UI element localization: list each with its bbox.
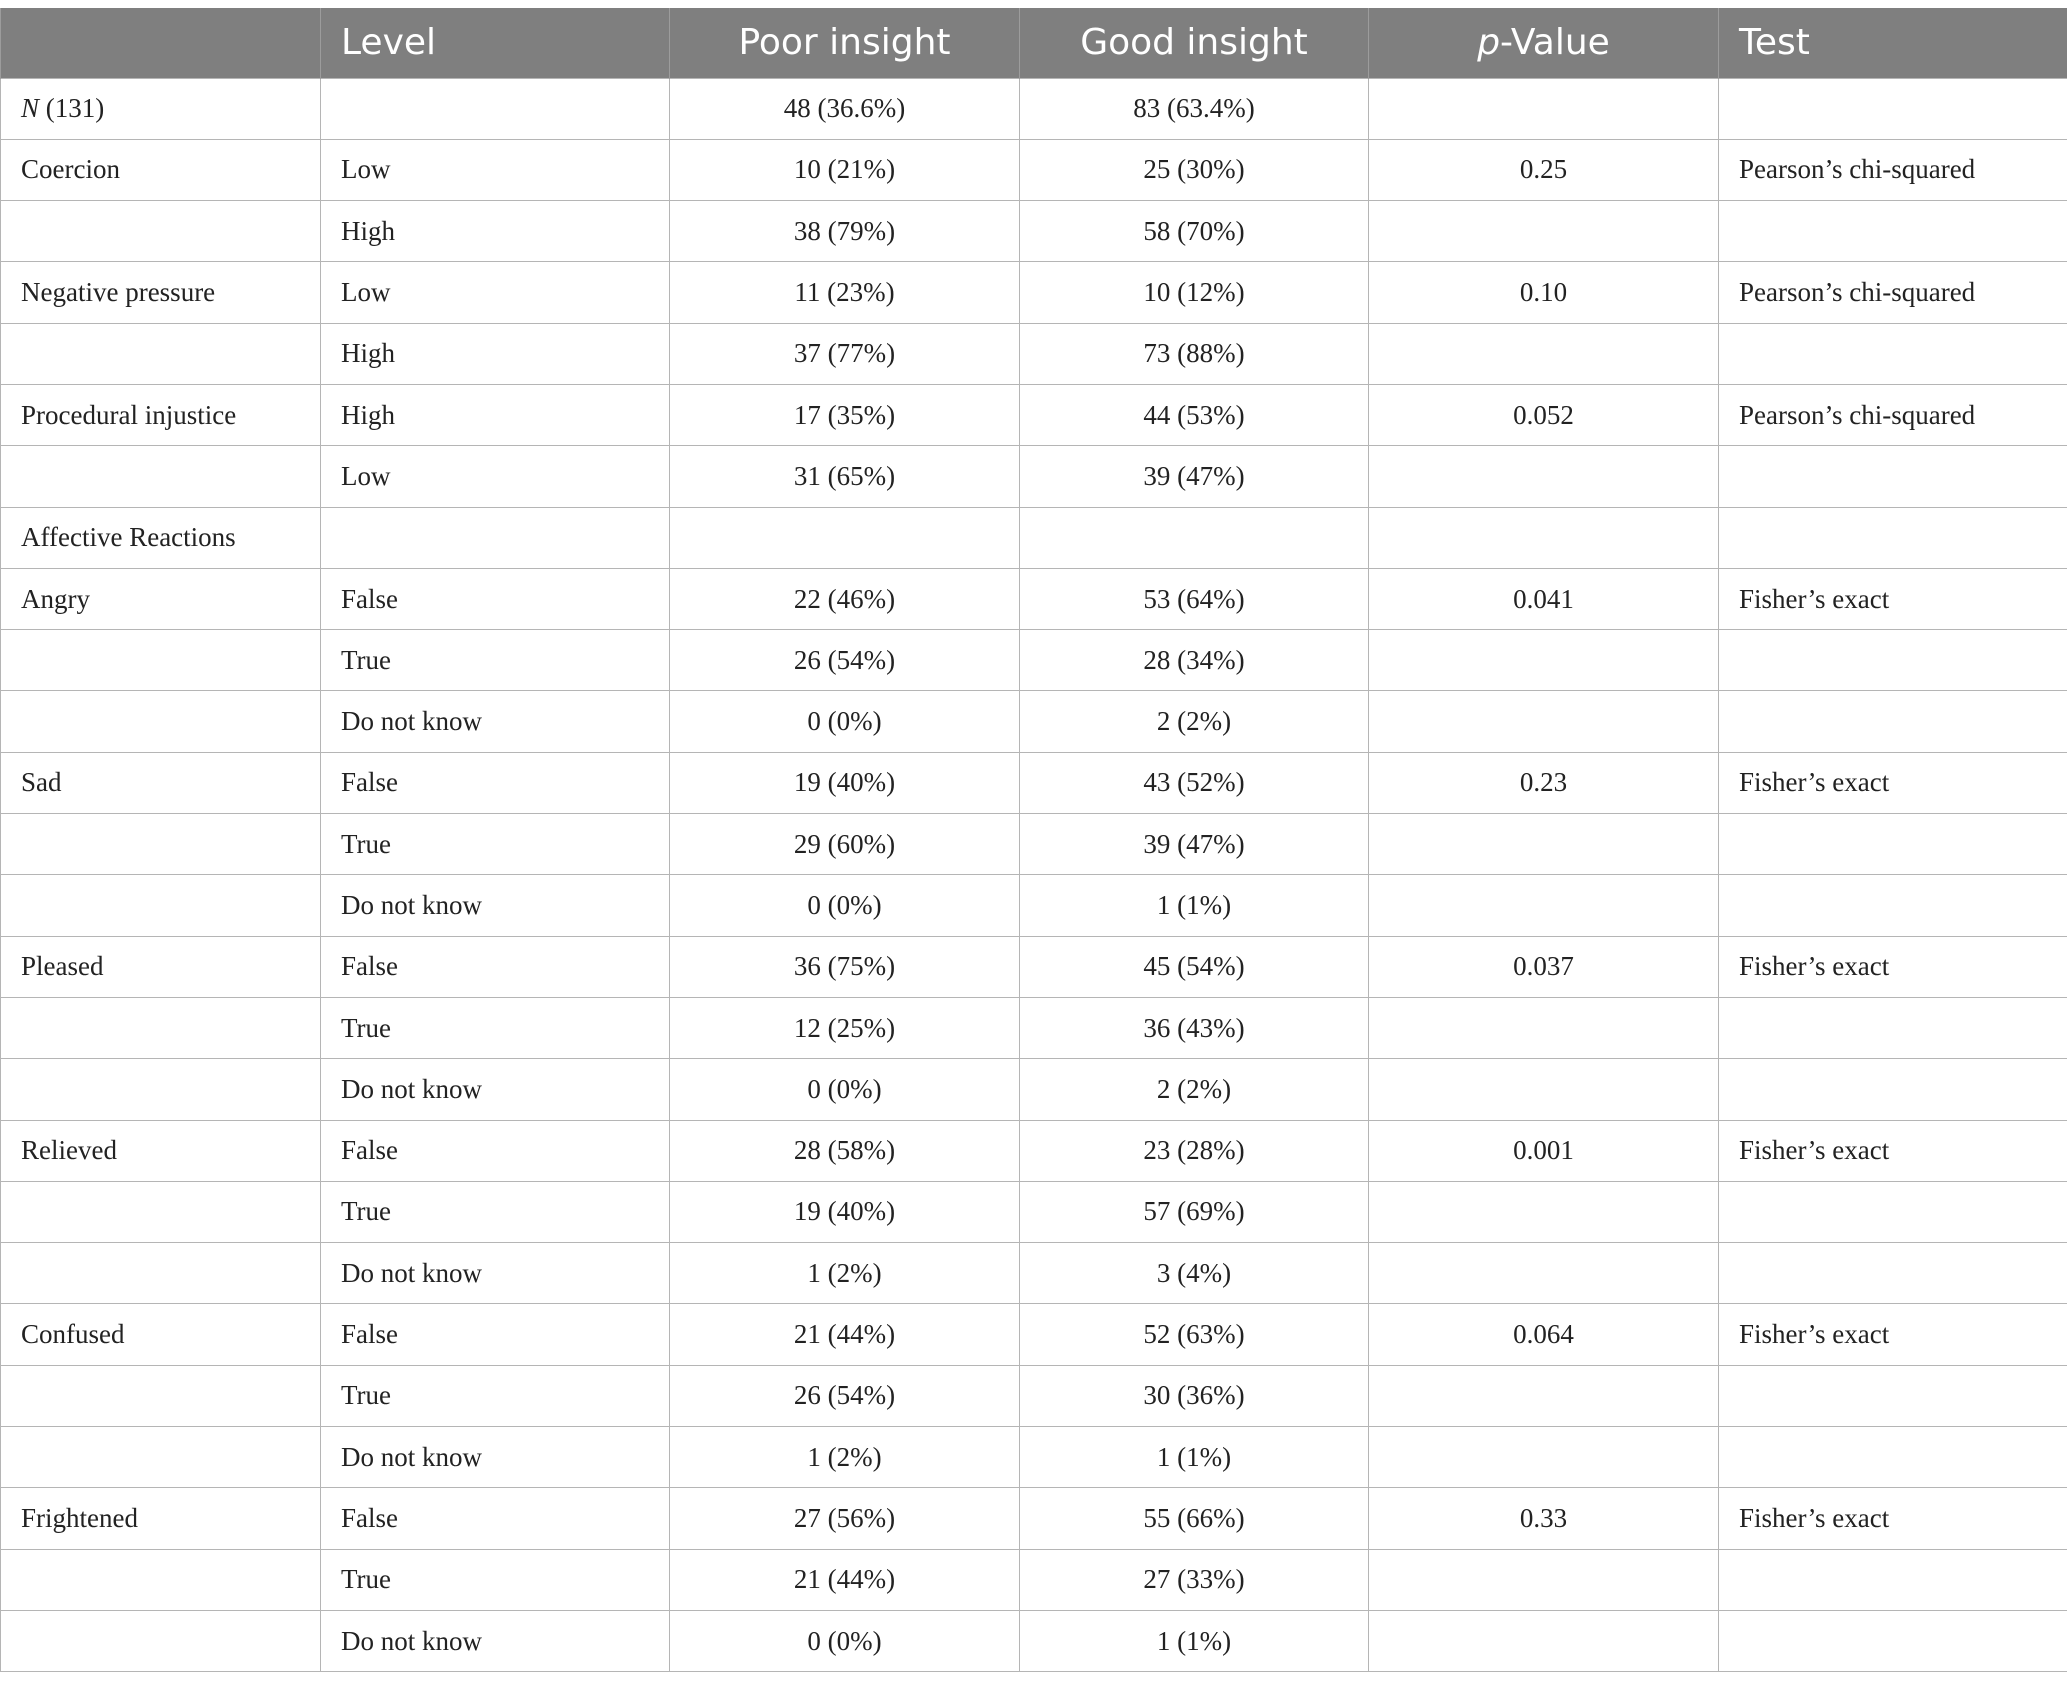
level-cell: Do not know xyxy=(321,875,670,936)
variable-cell: Affective Reactions xyxy=(1,507,321,568)
test-cell xyxy=(1719,630,2067,691)
poor-insight-cell: 0 (0%) xyxy=(670,875,1020,936)
test-cell: Fisher’s exact xyxy=(1719,568,2067,629)
table-row xyxy=(1,323,2067,384)
variable-cell xyxy=(1,814,321,875)
poor-insight-cell: 11 (23%) xyxy=(670,262,1020,323)
variable-cell: Relieved xyxy=(1,1120,321,1181)
results-table xyxy=(0,8,2067,1672)
variable-cell: Pleased xyxy=(1,936,321,997)
test-cell xyxy=(1719,1059,2067,1120)
test-cell xyxy=(1719,1365,2067,1426)
table-row xyxy=(1,1243,2067,1304)
header-test: Test xyxy=(1719,8,2067,78)
good-insight-cell: 10 (12%) xyxy=(1020,262,1369,323)
level-cell: False xyxy=(321,1304,670,1365)
test-cell xyxy=(1719,446,2067,507)
test-cell: Fisher’s exact xyxy=(1719,1304,2067,1365)
test-cell xyxy=(1719,1427,2067,1488)
p-value-cell xyxy=(1369,997,1719,1058)
poor-insight-cell: 19 (40%) xyxy=(670,1181,1020,1242)
table-body xyxy=(1,78,2067,1672)
good-insight-cell xyxy=(1020,507,1369,568)
variable-cell xyxy=(1,446,321,507)
good-insight-cell: 23 (28%) xyxy=(1020,1120,1369,1181)
level-cell: Low xyxy=(321,262,670,323)
header-good-insight: Good insight xyxy=(1020,8,1369,78)
poor-insight-cell: 27 (56%) xyxy=(670,1488,1020,1549)
level-cell: True xyxy=(321,630,670,691)
good-insight-cell: 36 (43%) xyxy=(1020,997,1369,1058)
good-insight-cell: 55 (66%) xyxy=(1020,1488,1369,1549)
level-cell: Do not know xyxy=(321,1427,670,1488)
good-insight-cell: 1 (1%) xyxy=(1020,1427,1369,1488)
variable-cell xyxy=(1,1549,321,1610)
header-p-value-rest: -Value xyxy=(1500,22,1610,64)
table-row xyxy=(1,568,2067,629)
level-cell: False xyxy=(321,1120,670,1181)
header-variable xyxy=(1,8,321,78)
level-cell: False xyxy=(321,568,670,629)
header-level: Level xyxy=(321,8,670,78)
table-row xyxy=(1,384,2067,445)
variable-cell xyxy=(1,1181,321,1242)
level-cell: Low xyxy=(321,446,670,507)
variable-cell xyxy=(1,323,321,384)
good-insight-cell: 1 (1%) xyxy=(1020,875,1369,936)
p-value-cell xyxy=(1369,1181,1719,1242)
n-pvalue-cell xyxy=(1369,78,1719,139)
table-row xyxy=(1,936,2067,997)
level-cell: False xyxy=(321,936,670,997)
table-row xyxy=(1,1549,2067,1610)
level-cell: True xyxy=(321,1181,670,1242)
level-cell: Do not know xyxy=(321,691,670,752)
results-table-container xyxy=(0,8,2067,1672)
p-value-cell xyxy=(1369,814,1719,875)
poor-insight-cell: 29 (60%) xyxy=(670,814,1020,875)
level-cell: High xyxy=(321,201,670,262)
good-insight-cell: 43 (52%) xyxy=(1020,752,1369,813)
test-cell xyxy=(1719,1243,2067,1304)
level-cell: High xyxy=(321,384,670,445)
good-insight-cell: 57 (69%) xyxy=(1020,1181,1369,1242)
p-value-cell xyxy=(1369,1427,1719,1488)
p-value-cell: 0.041 xyxy=(1369,568,1719,629)
test-cell: Pearson’s chi-squared xyxy=(1719,384,2067,445)
good-insight-cell: 39 (47%) xyxy=(1020,446,1369,507)
level-cell: True xyxy=(321,814,670,875)
variable-cell: Angry xyxy=(1,568,321,629)
level-cell: Low xyxy=(321,139,670,200)
poor-insight-cell: 37 (77%) xyxy=(670,323,1020,384)
table-row xyxy=(1,1059,2067,1120)
table-row xyxy=(1,1304,2067,1365)
good-insight-cell: 3 (4%) xyxy=(1020,1243,1369,1304)
variable-cell: Procedural injustice xyxy=(1,384,321,445)
test-cell xyxy=(1719,507,2067,568)
poor-insight-cell xyxy=(670,507,1020,568)
test-cell xyxy=(1719,814,2067,875)
test-cell: Fisher’s exact xyxy=(1719,1120,2067,1181)
table-row xyxy=(1,1610,2067,1671)
poor-insight-cell: 12 (25%) xyxy=(670,997,1020,1058)
table-row xyxy=(1,814,2067,875)
p-value-cell: 0.052 xyxy=(1369,384,1719,445)
good-insight-cell: 44 (53%) xyxy=(1020,384,1369,445)
test-cell xyxy=(1719,1610,2067,1671)
variable-cell xyxy=(1,201,321,262)
table-row xyxy=(1,875,2067,936)
level-cell: Do not know xyxy=(321,1059,670,1120)
p-value-cell xyxy=(1369,446,1719,507)
p-value-cell xyxy=(1369,201,1719,262)
test-cell xyxy=(1719,323,2067,384)
p-value-cell xyxy=(1369,507,1719,568)
poor-insight-cell: 0 (0%) xyxy=(670,691,1020,752)
test-cell: Fisher’s exact xyxy=(1719,752,2067,813)
p-value-cell xyxy=(1369,1549,1719,1610)
table-row xyxy=(1,446,2067,507)
table-row xyxy=(1,752,2067,813)
level-cell: False xyxy=(321,752,670,813)
good-insight-cell: 45 (54%) xyxy=(1020,936,1369,997)
test-cell: Fisher’s exact xyxy=(1719,1488,2067,1549)
variable-cell xyxy=(1,1610,321,1671)
poor-insight-cell: 21 (44%) xyxy=(670,1549,1020,1610)
level-cell: True xyxy=(321,1549,670,1610)
poor-insight-cell: 10 (21%) xyxy=(670,139,1020,200)
good-insight-cell: 52 (63%) xyxy=(1020,1304,1369,1365)
test-cell: Pearson’s chi-squared xyxy=(1719,262,2067,323)
test-cell: Fisher’s exact xyxy=(1719,936,2067,997)
good-insight-cell: 2 (2%) xyxy=(1020,1059,1369,1120)
p-value-cell xyxy=(1369,1365,1719,1426)
good-insight-cell: 30 (36%) xyxy=(1020,1365,1369,1426)
level-cell: Do not know xyxy=(321,1610,670,1671)
test-cell xyxy=(1719,201,2067,262)
p-value-cell: 0.10 xyxy=(1369,262,1719,323)
poor-insight-cell: 17 (35%) xyxy=(670,384,1020,445)
n-label-rest: (131) xyxy=(39,93,105,124)
poor-insight-cell: 28 (58%) xyxy=(670,1120,1020,1181)
table-row xyxy=(1,1181,2067,1242)
n-test-cell xyxy=(1719,78,2067,139)
p-value-cell xyxy=(1369,1059,1719,1120)
header-row xyxy=(1,8,2067,78)
good-insight-cell: 25 (30%) xyxy=(1020,139,1369,200)
good-insight-cell: 1 (1%) xyxy=(1020,1610,1369,1671)
table-row xyxy=(1,1120,2067,1181)
test-cell xyxy=(1719,997,2067,1058)
poor-insight-cell: 19 (40%) xyxy=(670,752,1020,813)
poor-insight-cell: 26 (54%) xyxy=(670,1365,1020,1426)
test-cell xyxy=(1719,1181,2067,1242)
poor-insight-cell: 31 (65%) xyxy=(670,446,1020,507)
table-row xyxy=(1,1488,2067,1549)
header-poor-insight: Poor insight xyxy=(670,8,1020,78)
variable-cell xyxy=(1,997,321,1058)
level-cell xyxy=(321,507,670,568)
table-row xyxy=(1,1427,2067,1488)
variable-cell xyxy=(1,1059,321,1120)
good-insight-cell: 58 (70%) xyxy=(1020,201,1369,262)
table-row xyxy=(1,262,2067,323)
table-row xyxy=(1,630,2067,691)
n-poor-cell: 48 (36.6%) xyxy=(670,78,1020,139)
test-cell xyxy=(1719,1549,2067,1610)
variable-cell: Confused xyxy=(1,1304,321,1365)
table-row-n xyxy=(1,78,2067,139)
table-row xyxy=(1,691,2067,752)
p-value-cell: 0.001 xyxy=(1369,1120,1719,1181)
good-insight-cell: 2 (2%) xyxy=(1020,691,1369,752)
n-good-cell: 83 (63.4%) xyxy=(1020,78,1369,139)
table-header xyxy=(1,8,2067,78)
poor-insight-cell: 1 (2%) xyxy=(670,1427,1020,1488)
variable-cell xyxy=(1,1365,321,1426)
header-p-value xyxy=(1369,8,1719,78)
p-value-cell xyxy=(1369,875,1719,936)
variable-cell xyxy=(1,630,321,691)
level-cell: Do not know xyxy=(321,1243,670,1304)
table-row xyxy=(1,507,2067,568)
level-cell: False xyxy=(321,1488,670,1549)
p-value-cell xyxy=(1369,630,1719,691)
variable-cell xyxy=(1,875,321,936)
good-insight-cell: 53 (64%) xyxy=(1020,568,1369,629)
p-value-cell: 0.25 xyxy=(1369,139,1719,200)
variable-cell: Coercion xyxy=(1,139,321,200)
p-value-cell: 0.037 xyxy=(1369,936,1719,997)
table-row xyxy=(1,201,2067,262)
poor-insight-cell: 26 (54%) xyxy=(670,630,1020,691)
p-value-cell: 0.33 xyxy=(1369,1488,1719,1549)
poor-insight-cell: 36 (75%) xyxy=(670,936,1020,997)
table-row xyxy=(1,1365,2067,1426)
variable-cell: Sad xyxy=(1,752,321,813)
test-cell xyxy=(1719,875,2067,936)
poor-insight-cell: 0 (0%) xyxy=(670,1610,1020,1671)
p-value-cell xyxy=(1369,1610,1719,1671)
poor-insight-cell: 22 (46%) xyxy=(670,568,1020,629)
table-row xyxy=(1,139,2067,200)
poor-insight-cell: 38 (79%) xyxy=(670,201,1020,262)
good-insight-cell: 27 (33%) xyxy=(1020,1549,1369,1610)
level-cell: True xyxy=(321,997,670,1058)
header-p-value-italic: p xyxy=(1477,22,1501,64)
test-cell xyxy=(1719,691,2067,752)
level-cell: True xyxy=(321,1365,670,1426)
table-row xyxy=(1,997,2067,1058)
p-value-cell: 0.064 xyxy=(1369,1304,1719,1365)
poor-insight-cell: 21 (44%) xyxy=(670,1304,1020,1365)
p-value-cell xyxy=(1369,323,1719,384)
variable-cell xyxy=(1,1427,321,1488)
variable-cell: Negative pressure xyxy=(1,262,321,323)
poor-insight-cell: 1 (2%) xyxy=(670,1243,1020,1304)
n-label-cell xyxy=(1,78,321,139)
p-value-cell xyxy=(1369,1243,1719,1304)
variable-cell xyxy=(1,1243,321,1304)
p-value-cell: 0.23 xyxy=(1369,752,1719,813)
level-cell: High xyxy=(321,323,670,384)
poor-insight-cell: 0 (0%) xyxy=(670,1059,1020,1120)
good-insight-cell: 73 (88%) xyxy=(1020,323,1369,384)
variable-cell xyxy=(1,691,321,752)
test-cell: Pearson’s chi-squared xyxy=(1719,139,2067,200)
p-value-cell xyxy=(1369,691,1719,752)
n-level-cell xyxy=(321,78,670,139)
n-label-italic: N xyxy=(21,93,40,124)
variable-cell: Frightened xyxy=(1,1488,321,1549)
good-insight-cell: 39 (47%) xyxy=(1020,814,1369,875)
good-insight-cell: 28 (34%) xyxy=(1020,630,1369,691)
